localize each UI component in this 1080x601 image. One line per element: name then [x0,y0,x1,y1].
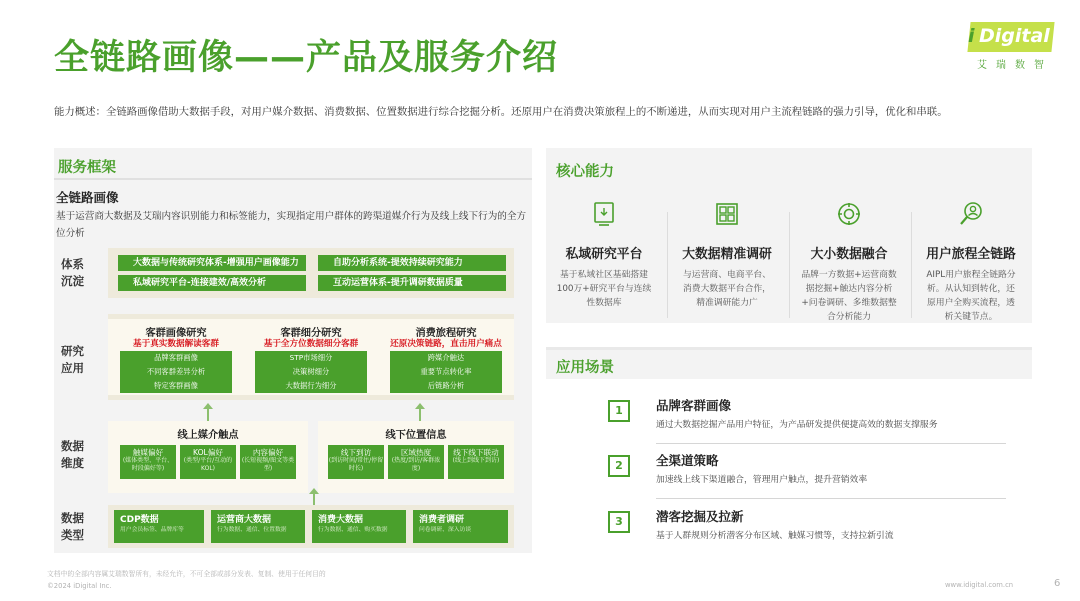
card-subtitle: 基于全方位数据细分客群 [263,339,359,349]
data-type [211,510,305,543]
research-card [243,319,379,395]
online-title: 线上媒介触点 [177,430,239,441]
divider [911,212,912,318]
chip-note: (到访时间/常住/停留时长) [328,457,384,472]
data-type-desc: 行为数据、通信、位置数据 [217,527,287,533]
chip-note: (热度/到访/客群浓度) [391,457,441,472]
gear-icon [835,200,863,228]
card-list-item: 后链路分析 [427,381,465,390]
online-chip [120,445,176,479]
offline-chip [388,445,444,479]
divider [789,212,790,318]
card-list [390,351,502,393]
capability-summary: 能力概述：全链路画像借助大数据手段，对用户媒介数据、消费数据、位置数据进行综合挖掘分析。还原用户在消费决策旅程上的不断递进，从而实现对用户主流程链路的强力引导，优化和串联。 [54,106,948,118]
row-label-type [61,510,84,544]
card-list-item: 不同客群差异分析 [146,367,206,376]
core-desc: AIPL用户旅程全链路分析。从认知到转化，还原用户全购买流程，透析关键节点。 [926,270,1016,322]
chip-note: (线上到线下到访) [452,457,500,464]
scenario-desc: 加速线上线下渠道融合，管理用户触点，提升营销效率 [656,475,868,485]
data-type-title: CDP数据 [120,515,159,525]
row-label-research [61,343,84,377]
online-touchpoints [108,421,308,493]
logo-subtitle: 艾瑞数智 [977,60,1053,71]
monitor-icon [590,200,618,228]
scenario-desc: 通过大数据挖掘产品用户特征，为产品研发提供便捷高效的数据支撑服务 [656,420,938,430]
scenario-item [608,449,1006,499]
chip-label: 内容偏好 [252,448,284,457]
core-desc: 与运营商、电商平台、消费大数据平台合作，精准调研能力广 [683,270,771,308]
user-search-icon [957,200,985,228]
scenario-title: 全渠道策略 [656,453,719,468]
divider [656,498,1006,499]
row-label-dimension-text: 数据 维度 [61,439,84,470]
row-label-system [61,256,84,290]
research-card [108,319,244,395]
page-number: 6 [1054,578,1061,589]
framework-description: 基于运营商大数据及艾瑞内容识别能力和标签能力，实现指定用户群体的跨渠道媒介行为及线上线下行为的全方位分析 [56,211,527,239]
system-bar: 大数据与传统研究体系-增强用户画像能力 [118,255,306,271]
core-desc: 基于私域社区基础搭建100万+研究平台与连续性数据库 [556,270,652,308]
footer-copyright: ©2024 iDigital Inc. [47,582,112,590]
chip-note: (媒体类型、平台、时段偏好等) [122,457,174,472]
page-title: 全链路画像——产品及服务介绍 [54,38,559,78]
data-type-desc: 行为数据、通信、购买数据 [318,527,388,533]
core-desc: 品牌一方数据+运营商数据挖掘+触达内容分析+问卷调研、多维数据整合分析能力 [801,270,897,322]
footer-copyright-notice: 文档中的全部内容属艾瑞数智所有，未经允许，不可全部或部分发表、复制、使用于任何目的 [47,570,326,578]
system-bar: 自助分析系统-提效持续研究能力 [318,255,506,271]
framework-subtitle: 全链路画像 [56,190,119,205]
scenario-title: 潜客挖掘及拉新 [656,509,744,524]
row-label-research-text: 研究 应用 [61,344,84,375]
core-title: 私域研究平台 [565,247,643,262]
system-bar: 私域研究平台-连接建效/高效分析 [118,275,306,291]
scenario-item [608,505,1006,555]
card-list-item: 跨媒介触达 [427,353,465,362]
offline-chip [328,445,384,479]
scenario-header [546,347,1032,379]
chip-note: (长短视频/图文等类型) [241,457,295,472]
card-list-item: 大数据行为细分 [285,381,337,390]
card-list-item: STP市场细分 [289,353,333,362]
scenario-number: 3 [608,511,630,533]
offline-title: 线下位置信息 [385,430,447,441]
chip-note: (类型/平台/互动的KOL) [183,457,233,472]
core-title: 大小数据融合 [810,247,888,262]
scenario-section-label: 应用场景 [556,360,614,376]
card-subtitle: 基于真实数据解读客群 [133,339,219,349]
chip-label: 触媒偏好 [132,448,164,457]
data-type-desc: 用户会员标签、品牌库等 [120,527,184,533]
offline-chip [448,445,504,479]
divider [656,443,1006,444]
chip-label: 区域热度 [400,448,432,457]
chip-label: 线下到访 [340,448,372,457]
row-label-type-text: 数据 类型 [61,511,84,542]
scenario-panel [546,347,1032,553]
row-label-system-text: 体系 沉淀 [61,257,84,288]
data-type [413,510,508,543]
framework-panel [54,148,532,553]
data-type [312,510,406,543]
logo-i: i [968,25,975,47]
framework-diagram [54,248,520,548]
type-band [108,505,514,548]
research-card [378,319,514,395]
data-type [114,510,204,543]
research-band [108,314,514,400]
framework-header [54,148,532,180]
scenario-item [608,394,1006,444]
card-list-item: 重要节点转化率 [420,367,472,376]
data-type-title: 消费大数据 [318,515,364,525]
system-bar: 互动运营体系-提升调研数据质量 [318,275,506,291]
online-chip [240,445,296,479]
card-list-item: 特定客群画像 [154,381,198,390]
core-item [913,200,1029,324]
core-section-label: 核心能力 [556,164,614,180]
system-band [108,248,514,298]
framework-section-label: 服务框架 [58,160,116,176]
core-title: 用户旅程全链路 [926,247,1016,262]
card-title: 客群画像研究 [145,328,207,339]
core-capability-panel [546,148,1032,323]
card-subtitle: 还原决策链路，直击用户痛点 [390,339,502,349]
scenario-number: 2 [608,455,630,477]
card-list-item: 决策树细分 [292,367,330,376]
idigital-logo [965,22,1057,72]
core-item [546,200,662,324]
scenario-desc: 基于人群规则分析潜客分布区域、触媒习惯等，支持拉新引流 [656,531,894,541]
core-item [791,200,907,324]
card-title: 客群细分研究 [280,328,342,339]
card-title: 消费旅程研究 [415,328,477,339]
chip-label: 线下线下联动 [453,448,499,457]
data-type-title: 运营商大数据 [217,515,272,525]
offline-location [318,421,514,493]
grid-icon [713,200,741,228]
divider [667,212,668,318]
online-chip [180,445,236,479]
footer-url: www.idigital.com.cn [945,581,1014,589]
chip-label: KOL偏好 [193,448,223,457]
scenario-title: 品牌客群画像 [656,398,732,413]
card-list-item: 品牌客群画像 [154,353,198,362]
core-title: 大数据精准调研 [682,247,772,262]
core-item [669,200,785,324]
logo-brand: Digital [979,25,1050,47]
data-type-desc: 问卷调研、深入访谈 [419,527,472,533]
data-type-title: 消费者调研 [419,515,465,525]
scenario-number: 1 [608,400,630,422]
row-label-dimension [61,438,84,472]
card-list [120,351,232,393]
card-list [255,351,367,393]
